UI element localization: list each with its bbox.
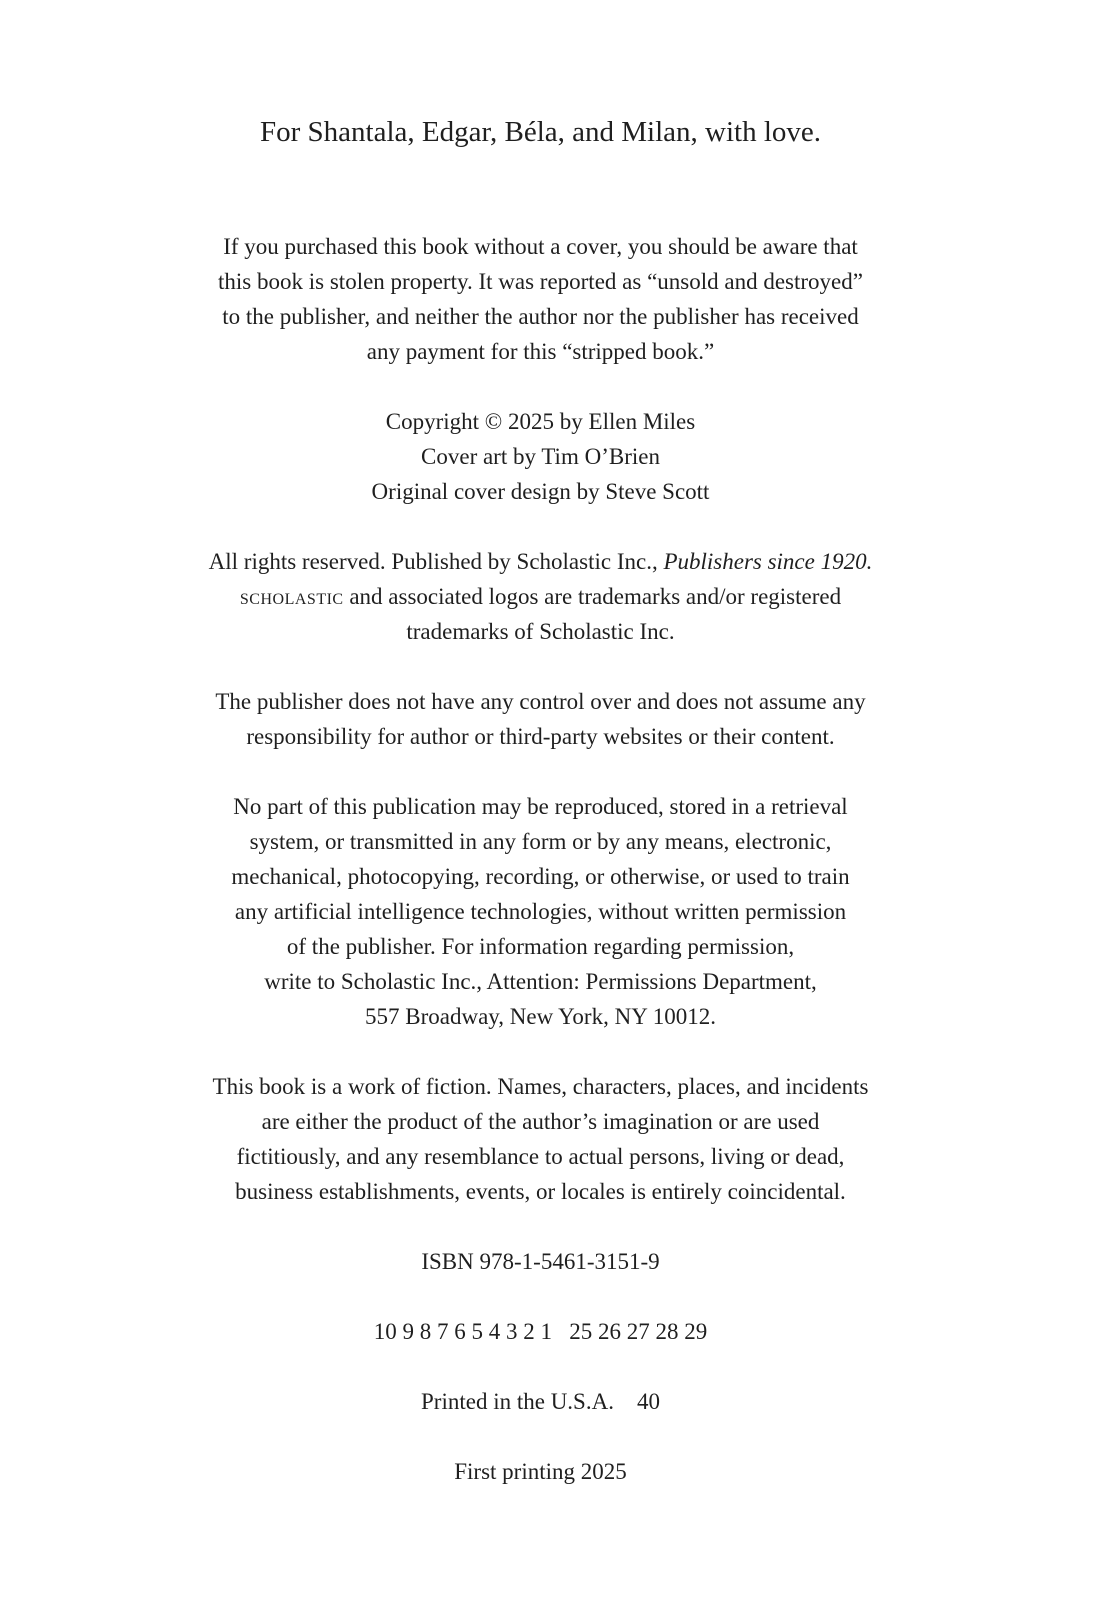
printer-code: 40 <box>636 1389 660 1414</box>
stripped-notice-line: this book is stolen property. It was reported as “unsold and destroyed” <box>218 269 863 294</box>
stripped-book-notice <box>80 229 1001 369</box>
rights-line <box>80 544 1001 579</box>
publishers-since-text: Publishers since 1920. <box>663 549 873 574</box>
cover-art-credit: Cover art by Tim O’Brien <box>421 444 660 469</box>
publisher-control-notice <box>80 684 1001 754</box>
printer-key <box>80 1314 1001 1349</box>
printer-key-line <box>80 1314 1001 1349</box>
reproduction-line: of the publisher. For information regarding permission, <box>286 934 795 959</box>
fiction-line: fictitiously, and any resemblance to actual persons, living or dead, <box>236 1144 845 1169</box>
scholastic-trademark: scholastic <box>239 584 344 609</box>
printed-in <box>80 1384 1001 1419</box>
trademark-line: trademarks of Scholastic Inc. <box>406 619 675 644</box>
reproduction-line: 557 Broadway, New York, NY 10012. <box>365 1004 716 1029</box>
reproduction-line: mechanical, photocopying, recording, or otherwise, or used to train <box>231 864 850 889</box>
first-printing-text: First printing 2025 <box>454 1459 627 1484</box>
trademark-text: and associated logos are trademarks and/or registered <box>343 584 842 609</box>
impression-numbers: 10 9 8 7 6 5 4 3 2 1 <box>373 1319 552 1344</box>
copyright-line: Copyright © 2025 by Ellen Miles <box>385 409 696 434</box>
stripped-notice-line: If you purchased this book without a cover, you should be aware that <box>223 234 858 259</box>
reproduction-line: write to Scholastic Inc., Attention: Permissions Department, <box>264 969 817 994</box>
dedication <box>80 112 1001 152</box>
rights-text: All rights reserved. Published by Scholastic Inc., <box>208 549 664 574</box>
reproduction-line: No part of this publication may be reproduced, stored in a retrieval <box>233 794 848 819</box>
fiction-line: business establishments, events, or locales is entirely coincidental. <box>235 1179 846 1204</box>
stripped-notice-line: to the publisher, and neither the author nor the publisher has received <box>222 304 859 329</box>
reproduction-line: any artificial intelligence technologies, without written permission <box>234 899 847 924</box>
reproduction-line: system, or transmitted in any form or by any means, electronic, <box>249 829 832 854</box>
fiction-line: are either the product of the author’s imagination or are used <box>261 1109 820 1134</box>
isbn <box>80 1244 1001 1279</box>
dedication-text: For Shantala, Edgar, Béla, and Milan, with love. <box>260 116 821 148</box>
year-numbers: 25 26 27 28 29 <box>569 1319 708 1344</box>
reproduction-notice <box>80 789 1001 1034</box>
stripped-notice-line: any payment for this “stripped book.” <box>366 339 715 364</box>
isbn-text: ISBN 978-1-5461-3151-9 <box>421 1249 660 1274</box>
fiction-notice <box>80 1069 1001 1209</box>
first-printing <box>80 1454 1001 1489</box>
rights-statement <box>80 544 1001 649</box>
fiction-line: This book is a work of fiction. Names, characters, places, and incidents <box>212 1074 869 1099</box>
credits <box>80 404 1001 509</box>
printed-in-text: Printed in the U.S.A. <box>421 1389 614 1414</box>
printed-in-line <box>80 1384 1001 1419</box>
publisher-control-line: The publisher does not have any control over and does not assume any <box>215 689 866 714</box>
publisher-control-line: responsibility for author or third-party websites or their content. <box>246 724 835 749</box>
trademark-line <box>80 579 1001 614</box>
cover-design-credit: Original cover design by Steve Scott <box>371 479 710 504</box>
